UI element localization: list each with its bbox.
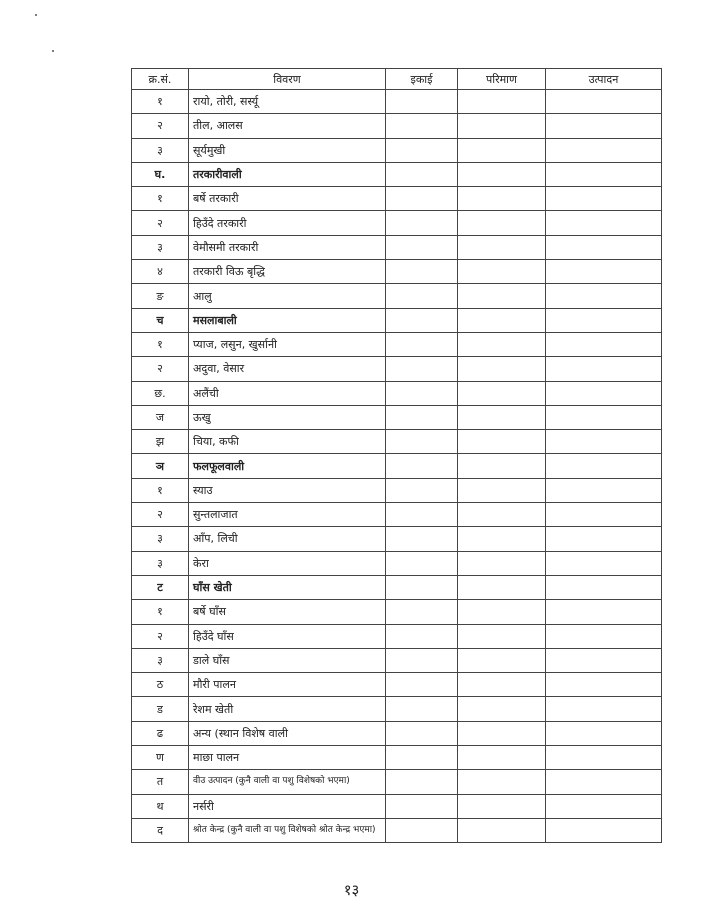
description-cell: बर्षे तरकारी: [189, 187, 386, 211]
serial-cell: ३: [132, 551, 189, 575]
table-row: [132, 551, 662, 575]
quantity-cell[interactable]: [458, 187, 546, 211]
serial-cell: ङ: [132, 284, 189, 308]
unit-cell[interactable]: [386, 818, 458, 842]
table-row: [132, 600, 662, 624]
table-row: [132, 332, 662, 356]
unit-cell[interactable]: [386, 503, 458, 527]
description-cell: अलैंची: [189, 381, 386, 405]
serial-cell: द: [132, 818, 189, 842]
description-cell: आँप, लिची: [189, 527, 386, 551]
serial-cell: २: [132, 357, 189, 381]
description-cell: वीउ उत्पादन (कुनै वाली वा पशु विशेषको भएमा): [189, 770, 386, 794]
description-cell: घाँस खेती: [189, 575, 386, 599]
description-cell: तील, आलस: [189, 114, 386, 138]
serial-cell: ३: [132, 138, 189, 162]
unit-cell[interactable]: [386, 454, 458, 478]
description-cell: रायो, तोरी, सर्स्यू: [189, 90, 386, 114]
unit-cell[interactable]: [386, 90, 458, 114]
serial-cell: २: [132, 503, 189, 527]
production-cell[interactable]: [546, 114, 662, 138]
quantity-cell[interactable]: [458, 527, 546, 551]
quantity-cell[interactable]: [458, 381, 546, 405]
unit-cell[interactable]: [386, 770, 458, 794]
unit-cell[interactable]: [386, 721, 458, 745]
unit-cell[interactable]: [386, 794, 458, 818]
serial-cell: १: [132, 187, 189, 211]
quantity-cell[interactable]: [458, 138, 546, 162]
description-cell: रेशम खेती: [189, 697, 386, 721]
serial-cell: च: [132, 308, 189, 332]
description-cell: फलफूलवाली: [189, 454, 386, 478]
table-row: [132, 284, 662, 308]
table-row: [132, 381, 662, 405]
description-cell: ऊखु: [189, 405, 386, 429]
quantity-cell[interactable]: [458, 90, 546, 114]
quantity-cell[interactable]: [458, 260, 546, 284]
unit-cell[interactable]: [386, 478, 458, 502]
production-cell[interactable]: [546, 381, 662, 405]
production-cell[interactable]: [546, 721, 662, 745]
unit-cell[interactable]: [386, 308, 458, 332]
description-cell: मसलाबाली: [189, 308, 386, 332]
quantity-cell[interactable]: [458, 503, 546, 527]
serial-cell: १: [132, 600, 189, 624]
production-cell[interactable]: [546, 430, 662, 454]
table-row: [132, 503, 662, 527]
production-cell[interactable]: [546, 308, 662, 332]
unit-cell[interactable]: [386, 211, 458, 235]
quantity-cell[interactable]: [458, 430, 546, 454]
serial-cell: ट: [132, 575, 189, 599]
table-row: [132, 746, 662, 770]
quantity-cell[interactable]: [458, 697, 546, 721]
unit-cell[interactable]: [386, 673, 458, 697]
quantity-cell[interactable]: [458, 746, 546, 770]
unit-cell[interactable]: [386, 575, 458, 599]
quantity-cell[interactable]: [458, 648, 546, 672]
description-cell: तरकारीवाली: [189, 162, 386, 186]
unit-cell[interactable]: [386, 648, 458, 672]
table-row: [132, 430, 662, 454]
quantity-cell[interactable]: [458, 211, 546, 235]
production-cell[interactable]: [546, 162, 662, 186]
unit-cell[interactable]: [386, 600, 458, 624]
quantity-cell[interactable]: [458, 551, 546, 575]
unit-cell[interactable]: [386, 114, 458, 138]
serial-cell: २: [132, 114, 189, 138]
description-cell: चिया, कफी: [189, 430, 386, 454]
quantity-cell[interactable]: [458, 332, 546, 356]
description-cell: अदुवा, वेसार: [189, 357, 386, 381]
description-cell: हिउँदे तरकारी: [189, 211, 386, 235]
serial-cell: झ: [132, 430, 189, 454]
quantity-cell[interactable]: [458, 575, 546, 599]
table-row: [132, 405, 662, 429]
description-cell: केरा: [189, 551, 386, 575]
production-cell[interactable]: [546, 478, 662, 502]
table-row: [132, 138, 662, 162]
table-row: [132, 527, 662, 551]
unit-cell[interactable]: [386, 260, 458, 284]
table-row: [132, 187, 662, 211]
table-body: [132, 90, 662, 843]
production-cell[interactable]: [546, 138, 662, 162]
unit-cell[interactable]: [386, 405, 458, 429]
unit-cell[interactable]: [386, 551, 458, 575]
production-cell[interactable]: [546, 90, 662, 114]
quantity-cell[interactable]: [458, 308, 546, 332]
table-row: [132, 211, 662, 235]
quantity-cell[interactable]: [458, 624, 546, 648]
quantity-cell[interactable]: [458, 794, 546, 818]
production-cell[interactable]: [546, 454, 662, 478]
table-row: [132, 673, 662, 697]
quantity-cell[interactable]: [458, 478, 546, 502]
serial-cell: १: [132, 478, 189, 502]
serial-cell: १: [132, 332, 189, 356]
description-cell: माछा पालन: [189, 746, 386, 770]
unit-cell[interactable]: [386, 138, 458, 162]
description-cell: बर्षे घाँस: [189, 600, 386, 624]
quantity-cell[interactable]: [458, 770, 546, 794]
serial-cell: घ.: [132, 162, 189, 186]
quantity-cell[interactable]: [458, 235, 546, 259]
header-quantity: परिमाण: [458, 69, 546, 90]
unit-cell[interactable]: [386, 430, 458, 454]
description-cell: अन्य (स्थान विशेष वाली: [189, 721, 386, 745]
description-cell: मौरी पालन: [189, 673, 386, 697]
unit-cell[interactable]: [386, 235, 458, 259]
description-cell: तरकारी विऊ बृद्धि: [189, 260, 386, 284]
production-cell[interactable]: [546, 746, 662, 770]
serial-cell: ड: [132, 697, 189, 721]
unit-cell[interactable]: [386, 746, 458, 770]
production-cell[interactable]: [546, 405, 662, 429]
production-cell[interactable]: [546, 770, 662, 794]
table-row: [132, 357, 662, 381]
unit-cell[interactable]: [386, 381, 458, 405]
description-cell: स्याउ: [189, 478, 386, 502]
table-row: [132, 308, 662, 332]
unit-cell[interactable]: [386, 357, 458, 381]
serial-cell: ढ: [132, 721, 189, 745]
serial-cell: ठ: [132, 673, 189, 697]
quantity-cell[interactable]: [458, 162, 546, 186]
unit-cell[interactable]: [386, 187, 458, 211]
serial-cell: ३: [132, 235, 189, 259]
production-cell[interactable]: [546, 503, 662, 527]
serial-cell: ज: [132, 405, 189, 429]
production-cell[interactable]: [546, 600, 662, 624]
quantity-cell[interactable]: [458, 454, 546, 478]
description-cell: डाले घाँस: [189, 648, 386, 672]
table-row: [132, 260, 662, 284]
production-cell[interactable]: [546, 260, 662, 284]
serial-cell: १: [132, 90, 189, 114]
unit-cell[interactable]: [386, 162, 458, 186]
table-row: [132, 697, 662, 721]
production-cell[interactable]: [546, 332, 662, 356]
description-cell: श्रोत केन्द्र (कुनै वाली वा पशु विशेषको श्रोत केन्द्र भएमा): [189, 818, 386, 842]
quantity-cell[interactable]: [458, 405, 546, 429]
page-number: १३: [343, 881, 360, 899]
table-row: [132, 114, 662, 138]
serial-cell: ञ: [132, 454, 189, 478]
table-row: [132, 162, 662, 186]
header-production: उत्पादन: [546, 69, 662, 90]
unit-cell[interactable]: [386, 284, 458, 308]
table-row: [132, 794, 662, 818]
header-description: विवरण: [189, 69, 386, 90]
production-cell[interactable]: [546, 187, 662, 211]
serial-cell: ३: [132, 527, 189, 551]
description-cell: आलु: [189, 284, 386, 308]
description-cell: सूर्यमुखी: [189, 138, 386, 162]
quantity-cell[interactable]: [458, 357, 546, 381]
production-cell[interactable]: [546, 575, 662, 599]
description-cell: सुन्तलाजात: [189, 503, 386, 527]
production-cell[interactable]: [546, 794, 662, 818]
serial-cell: ४: [132, 260, 189, 284]
serial-cell: ण: [132, 746, 189, 770]
quantity-cell[interactable]: [458, 600, 546, 624]
description-cell: वेमौसमी तरकारी: [189, 235, 386, 259]
production-cell[interactable]: [546, 673, 662, 697]
production-cell[interactable]: [546, 235, 662, 259]
production-cell[interactable]: [546, 284, 662, 308]
description-cell: प्याज, लसुन, खुर्सानी: [189, 332, 386, 356]
production-cell[interactable]: [546, 624, 662, 648]
table-row: [132, 235, 662, 259]
table-row: [132, 770, 662, 794]
description-cell: नर्सरी: [189, 794, 386, 818]
serial-cell: छ.: [132, 381, 189, 405]
table-row: [132, 818, 662, 842]
table-row: [132, 90, 662, 114]
production-cell[interactable]: [546, 357, 662, 381]
table-header-row: [132, 69, 662, 90]
table-row: [132, 624, 662, 648]
production-cell[interactable]: [546, 527, 662, 551]
serial-cell: ३: [132, 648, 189, 672]
scan-speck: [35, 14, 37, 16]
scan-speck: [52, 50, 54, 52]
production-cell[interactable]: [546, 551, 662, 575]
unit-cell[interactable]: [386, 332, 458, 356]
production-cell[interactable]: [546, 211, 662, 235]
table-row: [132, 575, 662, 599]
table-row: [132, 721, 662, 745]
description-cell: हिउँदे घाँस: [189, 624, 386, 648]
unit-cell[interactable]: [386, 624, 458, 648]
production-cell[interactable]: [546, 648, 662, 672]
production-table: [131, 68, 662, 843]
quantity-cell[interactable]: [458, 818, 546, 842]
serial-cell: थ: [132, 794, 189, 818]
serial-cell: २: [132, 624, 189, 648]
quantity-cell[interactable]: [458, 721, 546, 745]
table-row: [132, 454, 662, 478]
quantity-cell[interactable]: [458, 673, 546, 697]
table-row: [132, 478, 662, 502]
unit-cell[interactable]: [386, 527, 458, 551]
unit-cell[interactable]: [386, 697, 458, 721]
serial-cell: २: [132, 211, 189, 235]
quantity-cell[interactable]: [458, 114, 546, 138]
header-unit: इकाई: [386, 69, 458, 90]
production-cell[interactable]: [546, 697, 662, 721]
production-cell[interactable]: [546, 818, 662, 842]
header-serial: क्र.सं.: [132, 69, 189, 90]
quantity-cell[interactable]: [458, 284, 546, 308]
serial-cell: त: [132, 770, 189, 794]
table-row: [132, 648, 662, 672]
